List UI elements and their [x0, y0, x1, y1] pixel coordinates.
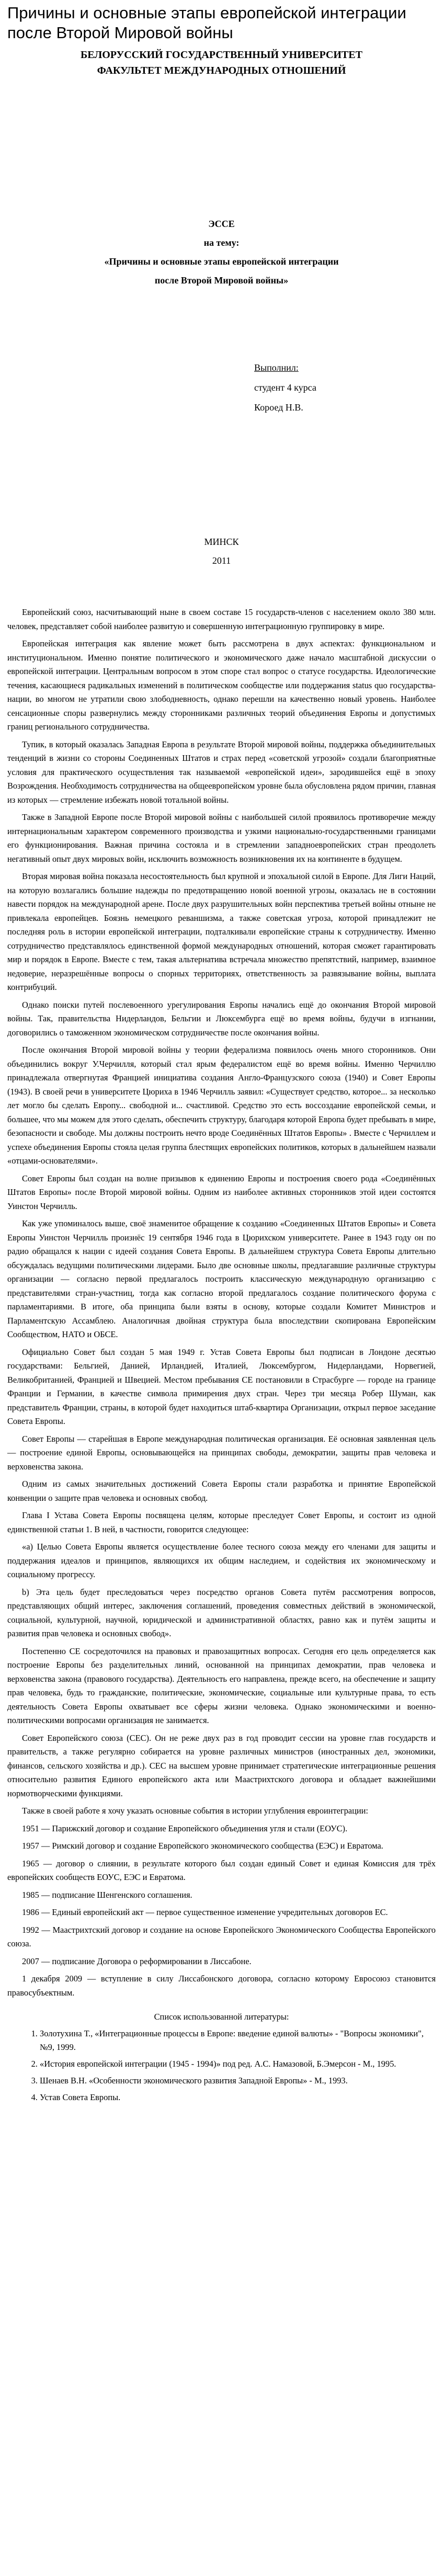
essay-paragraph: 2007 — подписание Договора о реформировании в Лиссабоне. [22, 1956, 252, 1966]
reference-item: 2. «История европейской интеграции (1945 - 1994)» под ред. А.С. Намазовой, Б.Эмерсон - М., 1995. [40, 2057, 436, 2071]
page-title: Причины и основные этапы европейской интеграции после Второй Мировой войны [7, 4, 406, 42]
city: МИНСК [204, 537, 239, 547]
essay-paragraph: Совет Европейского союза (СЕС). Он не реже двух раз в год проводит сессии на уровне глав государств и правительств, а также регулярно собирается на уровне различных министров (иностранных дел, экономики, финансов, сельского хозяйства и др.). СЕС на высшем уровне принимает стратегические интеграционные решения относительно развития Единого европейского акта или Маастрихтского договора и обладает важнейшими нормотворческими функциями. [7, 1732, 436, 1798]
spacer [7, 78, 436, 214]
essay-paragraph: Одним из самых значительных достижений Совета Европы стали разработка и принятие Европейской конвенции о защите прав человека и основных свобод. [7, 1479, 436, 1503]
essay-paragraph: Совет Европы был создан на волне призывов к единению Европы и построения своего рода «Соединённых Штатов Европы» после Второй мировой войны. Одним из наиболее активных сторонников этой идеи состоятся Уинстон Черчилль. [7, 1173, 436, 1211]
essay-paragraph: 1951 — Парижский договор и создание Европейского объединения угля и стали (ЕОУС). [22, 1823, 348, 1833]
performer-label: Выполнил: [254, 362, 299, 373]
essay-paragraph: Вторая мировая война показала несостоятельность был крупной и эпохальной силой в Европе. Для Лиги Наций, на которую возлагались большие надежды по предотвращению новой военной угрозы, оказалась не в состоянии навести порядок на международной арене. После двух разрушительных войн перспектива третьей войны отныне не привлекала европейцев. Боязнь немецкого реваншизма, а также советская угроза, которой принадлежит не последняя роль в истории европейской интеграции, подталкивали европейские страны к сотрудничеству. Именно сотрудничество представлялось единственной формой международных отношений, которая сможет гарантировать мир и порядок в Европе. Вместе с тем, такая альтернатива встречала множество препятствий, например, взаимное недоверие, неразрешённые вопросы о спорных территориях, ответственность за развязывание войны, выплата контрибуций. [7, 871, 436, 992]
essay-paragraph: 1985 — подписание Шенгенского соглашения. [22, 1889, 192, 1900]
city-year-block [7, 532, 436, 570]
essay-paragraph: Совет Европы — старейшая в Европе международная политическая организация. Её основная заявленная цель — построение единой Европы, основывающейся на принципах свободы, демократии, защиты прав человека и верховенства закона. [7, 1433, 436, 1472]
essay-paragraph: Постепенно СЕ сосредоточился на правовых и правозащитных вопросах. Сегодня его цель определяется как построение Европы без разделительных линий, основанной на принципах демократии, прав человека и верховенства закона (правового государства). Деятельность его направлена, прежде всего, на обеспечение и защиту прав человека, будь то гражданские, политические, экономические, социальные или культурные права, то есть деятельность Совета Европы охватывает все сферы жизни человека. Однако экономическими и военно-политическими вопросами организация не занимается. [7, 1646, 436, 1725]
essay-paragraph: Как уже упоминалось выше, своё знаменитое обращение к созданию «Соединенных Штатов Европы» и Совета Европы Уинстон Черчилль произнёс 19 сентября 1946 года в Цюрихском университете. Ранее в 1943 году он по радио обращался к нации с идеей создания Совета Европы. В дальнейшем структура Совета Европы длительно обсуждалась ведущими политическими лидерами. Было две основные школы, предлагавшие различные структуры организации — согласно первой предлагалось построить классическую международную организацию с представителями стран-участниц, тогда как согласно второй предлагалось создание политического форума с парламентариями. В итоге, оба принципа были взяты в основу, которые создали Комитет Министров и Парламентскую Ассамблею. Аналогичная двойная структура была впоследствии скопирована Европейским Сообществом, НАТО и ОБСЕ. [7, 1218, 436, 1339]
essay-paragraph: 1 декабря 2009 — вступление в силу Лиссабонского договора, согласно которому Евросоюз становится правосубъектным. [7, 1974, 436, 1998]
essay-paragraph: Тупик, в который оказалась Западная Европа в результате Второй мировой войны, поддержка объединительных тенденций в жизни со стороны Соединенных Штатов и страх перед «советской угрозой» создали благоприятные условия для практического осуществления так называемой «европейской идеи», зародившейся ещё в эпоху Возрождения. Необходимость сотрудничества на общеевропейском уровне была обусловлена рядом причин, главная из которых — стремление избежать новой тотальной войны. [7, 739, 436, 805]
performer-block [254, 358, 436, 417]
essay-paragraph: Также в Западной Европе после Второй мировой войны с наибольшей силой проявилось противоречие между интернациональным характером современного производства и узкими национально-государственными границами его функционирования. Важная причина состояла и в стремлении западноевропейских стран преодолеть негативный опыт двух мировых войн, исключить возможность возникновения их на континенте в будущем. [7, 812, 436, 864]
essay-title-block [7, 214, 436, 290]
essay-paragraph: Также в своей работе я хочу указать основные события в истории углубления евроинтеграции: [22, 1806, 368, 1816]
year: 2011 [212, 555, 231, 566]
essay-type: ЭССЕ [208, 219, 235, 229]
essay-paragraph: Европейский союз, насчитывающий ныне в своем составе 15 государств-членов с населением около 380 млн. человек, представляет собой наиболее развитую и совершенную интеграционную группировку в мире. [7, 607, 436, 631]
references-title: Список использованной литературы: [154, 2012, 289, 2022]
essay-paragraph: Официально Совет был создан 5 мая 1949 г. Устав Совета Европы был подписан в Лондоне десятью государствами: Бельгией, Данией, Ирландией, Италией, Люксембургом, Нидерландами, Норвегией, Великобританией, Францией и Швецией. Местом пребывания СЕ постановили в Страсбурге — городе на границе Франции и Германии, в качестве символа примирения двух стран. Через три месяца Робер Шуман, как представитель Франции, страны, в которой будет находиться штаб-квартира Организации, открыл первое заседание Совета Европы. [7, 1347, 436, 1426]
reference-item: 3. Шенаев В.Н. «Особенности экономического развития Западной Европы» - М., 1993. [40, 2074, 436, 2088]
essay-topic-label: на тему: [203, 237, 240, 248]
essay-paragraph: Европейская интеграция как явление может быть рассмотрена в двух аспектах: функциональном и институциональном. Именно понятие политического и экономического даже начало масштабной дискуссии о европейской интеграции. Центральным вопросом в этом споре стал вопрос о статусе государства. Идеологические течения, касающиеся радикальных изменений в политическом сообществе или поддержания status quo государства-нации, во многом не утратили свою злободневность, однако перешли на качественно новый уровень. Наиболее сенсационные споры развернулись между сторонниками различных теорий объединения Европы и допустимых границ регионального сотрудничества. [7, 639, 436, 732]
essay-paragraph: После окончания Второй мировой войны у теории федерализма появилось очень много сторонников. Они объединились вокруг У.Черчилля, который стал ярым федералистом ещё во время войны. Именно Черчиллю принадлежала отвергнутая Францией инициатива создания Англо-Французского союза (1940) и Совет Европы (1943). В своей речи в университете Цюриха в 1946 Черчилль заявил: «Существует средство, которое... за несколько лет могло бы сделать Европу... свободной и... счастливой. Средство это есть воссоздание европейской семьи, и большее, что мы можем для этого сделать, обеспечить структуру, благодаря которой Европа будет пребывать в мире, безопасности и свободе. Мы должны построить нечто вроде Соединённых Штатов Европы» . Вместе с Черчиллем и успехе объединения Европы стояла целая группа блестящих европейских политиков, которых в дальнейшем назвали «отцами-основателями». [7, 1045, 436, 1166]
reference-item: 1. Золотухина Т., «Интеграционные процессы в Европе: введение единой валюты» - "Вопросы экономики", №9, 1999. [40, 2027, 436, 2054]
references-list [7, 2027, 436, 2104]
essay-paragraph: 1986 — Единый европейский акт — первое существенное изменение учредительных договоров ЕС. [22, 1907, 388, 1917]
performer-student: студент 4 курса [254, 382, 316, 393]
essay-paragraph: 1992 — Маастрихтский договор и создание на основе Европейского Экономического Сообщества Европейского союза. [7, 1924, 436, 1948]
essay-paragraph: «а) Целью Совета Европы является осуществление более тесного союза между его членами для защиты и поддержания идеалов и принципов, являющихся их общим наследием, и содействия их экономическому и социальному прогрессу. [7, 1542, 436, 1579]
university-name: БЕЛОРУССКИЙ ГОСУДАРСТВЕННЫЙ УНИВЕРСИТЕТ [81, 49, 362, 61]
essay-paragraph: Однако поиски путей послевоенного урегулирования Европы начались ещё до окончания Второй мировой войны. Так, правительства Нидерландов, Бельгии и Люксембурга ещё во время войны, будучи в изгнании, договорились о таможенном экономическом сотрудничестве после окончания войны. [7, 999, 436, 1038]
reference-item: 4. Устав Совета Европы. [40, 2091, 436, 2104]
essay-body [7, 606, 436, 2000]
essay-paragraph: 1957 — Римский договор и создание Европейского экономического сообщества (ЕЭС) и Евратома. [22, 1841, 383, 1851]
faculty-name: ФАКУЛЬТЕТ МЕЖДУНАРОДНЫХ ОТНОШЕНИЙ [97, 65, 346, 76]
essay-topic-line-2: после Второй Мировой войны» [154, 275, 289, 286]
essay-paragraph: Глава I Устава Совета Европы посвящена целям, которые преследует Совет Европы, и состоит из одной единственной статьи 1. В ней, в частности, говорится следующее: [7, 1510, 436, 1534]
essay-paragraph: b) Эта цель будет преследоваться через посредство органов Совета путём рассмотрения вопросов, представляющих общий интерес, заключения соглашений, проведения совместных действий в экономической, социальной, культурной, научной, юридической и административной областях, равно как и путём защиты и развития прав человека и основных свобод». [7, 1587, 436, 1638]
essay-topic-line-1: «Причины и основные этапы европейской интеграции [104, 256, 339, 267]
title-page-header [7, 47, 436, 78]
performer-name: Короед Н.В. [254, 402, 303, 413]
essay-paragraph: 1965 — договор о слиянии, в результате которого был создан единый Совет и единая Комиссия для трёх европейских сообществ ЕОУС, ЕЭС и Евратома. [7, 1858, 436, 1882]
